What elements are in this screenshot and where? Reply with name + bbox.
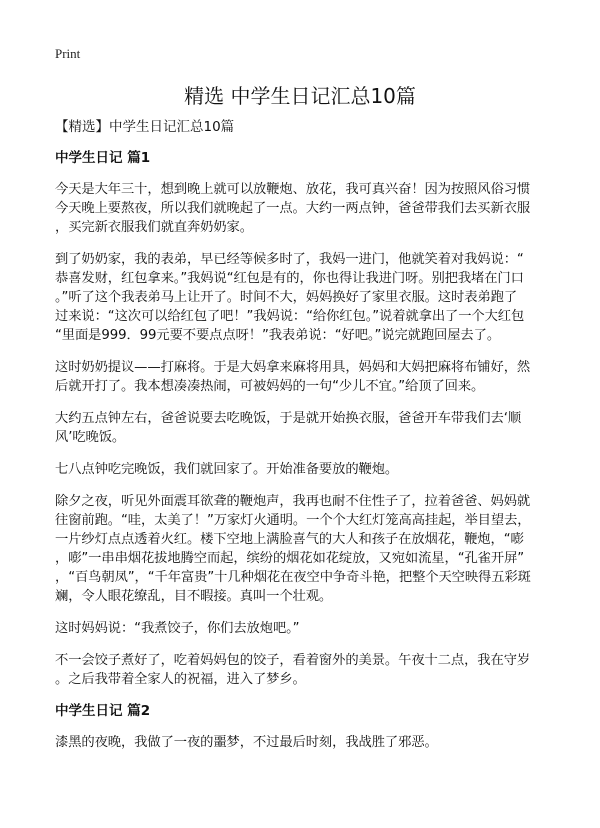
paragraph — [55, 460, 555, 479]
paragraph-line: 。之后我带着全家人的祝福，进入了梦乡。 — [55, 672, 306, 687]
paragraph-line: 。”听了这个我表弟马上让开了。时间不大，妈妈换好了家里衣服。这时表弟跑了 — [55, 290, 518, 305]
paragraph — [55, 250, 555, 345]
paragraph-line: ，买完新衣服我们就直奔奶奶家。 — [55, 220, 253, 235]
document-body — [55, 118, 555, 765]
paragraph-line: 漆黑的夜晚，我做了一夜的噩梦，不过最后时刻，我战胜了邪恶。 — [55, 735, 438, 750]
paragraph-line: ，“百鸟朝凤”，“千年富贵”十几种烟花在夜空中争奇斗艳，把整个天空映得五彩斑 — [55, 570, 531, 585]
paragraph-line: “里面是999．99元要不要点点呀！”我表弟说：“好吧。”说完就跑回屋去了。 — [55, 328, 501, 343]
paragraph — [55, 180, 555, 237]
paragraph — [55, 409, 555, 447]
paragraph-line: 一片纱灯点点透着火红。楼下空地上满脸喜气的大人和孩子在放烟花，鞭炮，“嘭 — [55, 532, 524, 547]
paragraph-line: 这时奶奶提议——打麻将。于是大妈拿来麻将用具，妈妈和大妈把麻将布铺好，然 — [55, 360, 531, 375]
document-title: 精选 中学生日记汇总10篇 — [184, 84, 416, 108]
paragraph-line: 今天晚上要熬夜，所以我们就晚起了一点。大约一两点钟，爸爸带我们去买新衣服 — [55, 201, 531, 216]
paragraph-line: 过来说：“这次可以给红包了吧！”我妈说：“给你红包。”说着就拿出了一个大红包 — [55, 309, 525, 324]
paragraph-line: 后就开打了。我本想凑凑热闹，可被妈妈的一句“少儿不宜。”给顶了回来。 — [55, 379, 485, 394]
print-link[interactable]: Print — [55, 46, 81, 61]
paragraph-line: 七八点钟吃完晚饭，我们就回家了。开始准备要放的鞭炮。 — [55, 462, 399, 477]
section-heading: 中学生日记 篇1 — [55, 150, 151, 166]
document-subtitle: 【精选】中学生日记汇总10篇 — [55, 119, 235, 135]
paragraph-line: 今天是大年三十，想到晚上就可以放鞭炮、放花，我可真兴奋！因为按照风俗习惯 — [55, 182, 531, 197]
paragraph-line: 往窗前跑。“哇，太美了！”万家灯火通明。一个个大红灯笼高高挂起，举目望去， — [55, 513, 531, 528]
section-heading: 中学生日记 篇2 — [55, 703, 151, 719]
paragraph — [55, 358, 555, 396]
paragraph — [55, 651, 555, 689]
paragraph-line: ，嘭”一串串烟花拔地腾空而起，缤纷的烟花如花绽放，又宛如流星，“孔雀开屏” — [55, 551, 525, 566]
paragraph — [55, 619, 555, 638]
paragraph-line: 大约五点钟左右，爸爸说要去吃晚饭，于是就开始换衣服，爸爸开车带我们去‘顺 — [55, 411, 522, 426]
paragraph-line: 斓，令人眼花缭乱，目不暇接。真叫一个壮观。 — [55, 589, 333, 604]
paragraph-line: 除夕之夜，听见外面震耳欲聋的鞭炮声，我再也耐不住性子了，拉着爸爸、妈妈就 — [55, 494, 531, 509]
paragraph-line: 恭喜发财，红包拿来。”我妈说“红包是有的，你也得让我进门呀。别把我堵在门口 — [55, 271, 524, 286]
paragraph — [55, 492, 555, 606]
paragraph-line: 这时妈妈说：“我煮饺子，你们去放炮吧。” — [55, 621, 300, 636]
paragraph-line: 不一会饺子煮好了，吃着妈妈包的饺子，看着窗外的美景。午夜十二点，我在守岁 — [55, 653, 531, 668]
paragraph-line: 风’吃晚饭。 — [55, 430, 126, 445]
paragraph-line: 到了奶奶家，我的表弟，早已经等候多时了，我妈一进门，他就笑着对我妈说：“ — [55, 252, 524, 267]
paragraph — [55, 733, 555, 752]
